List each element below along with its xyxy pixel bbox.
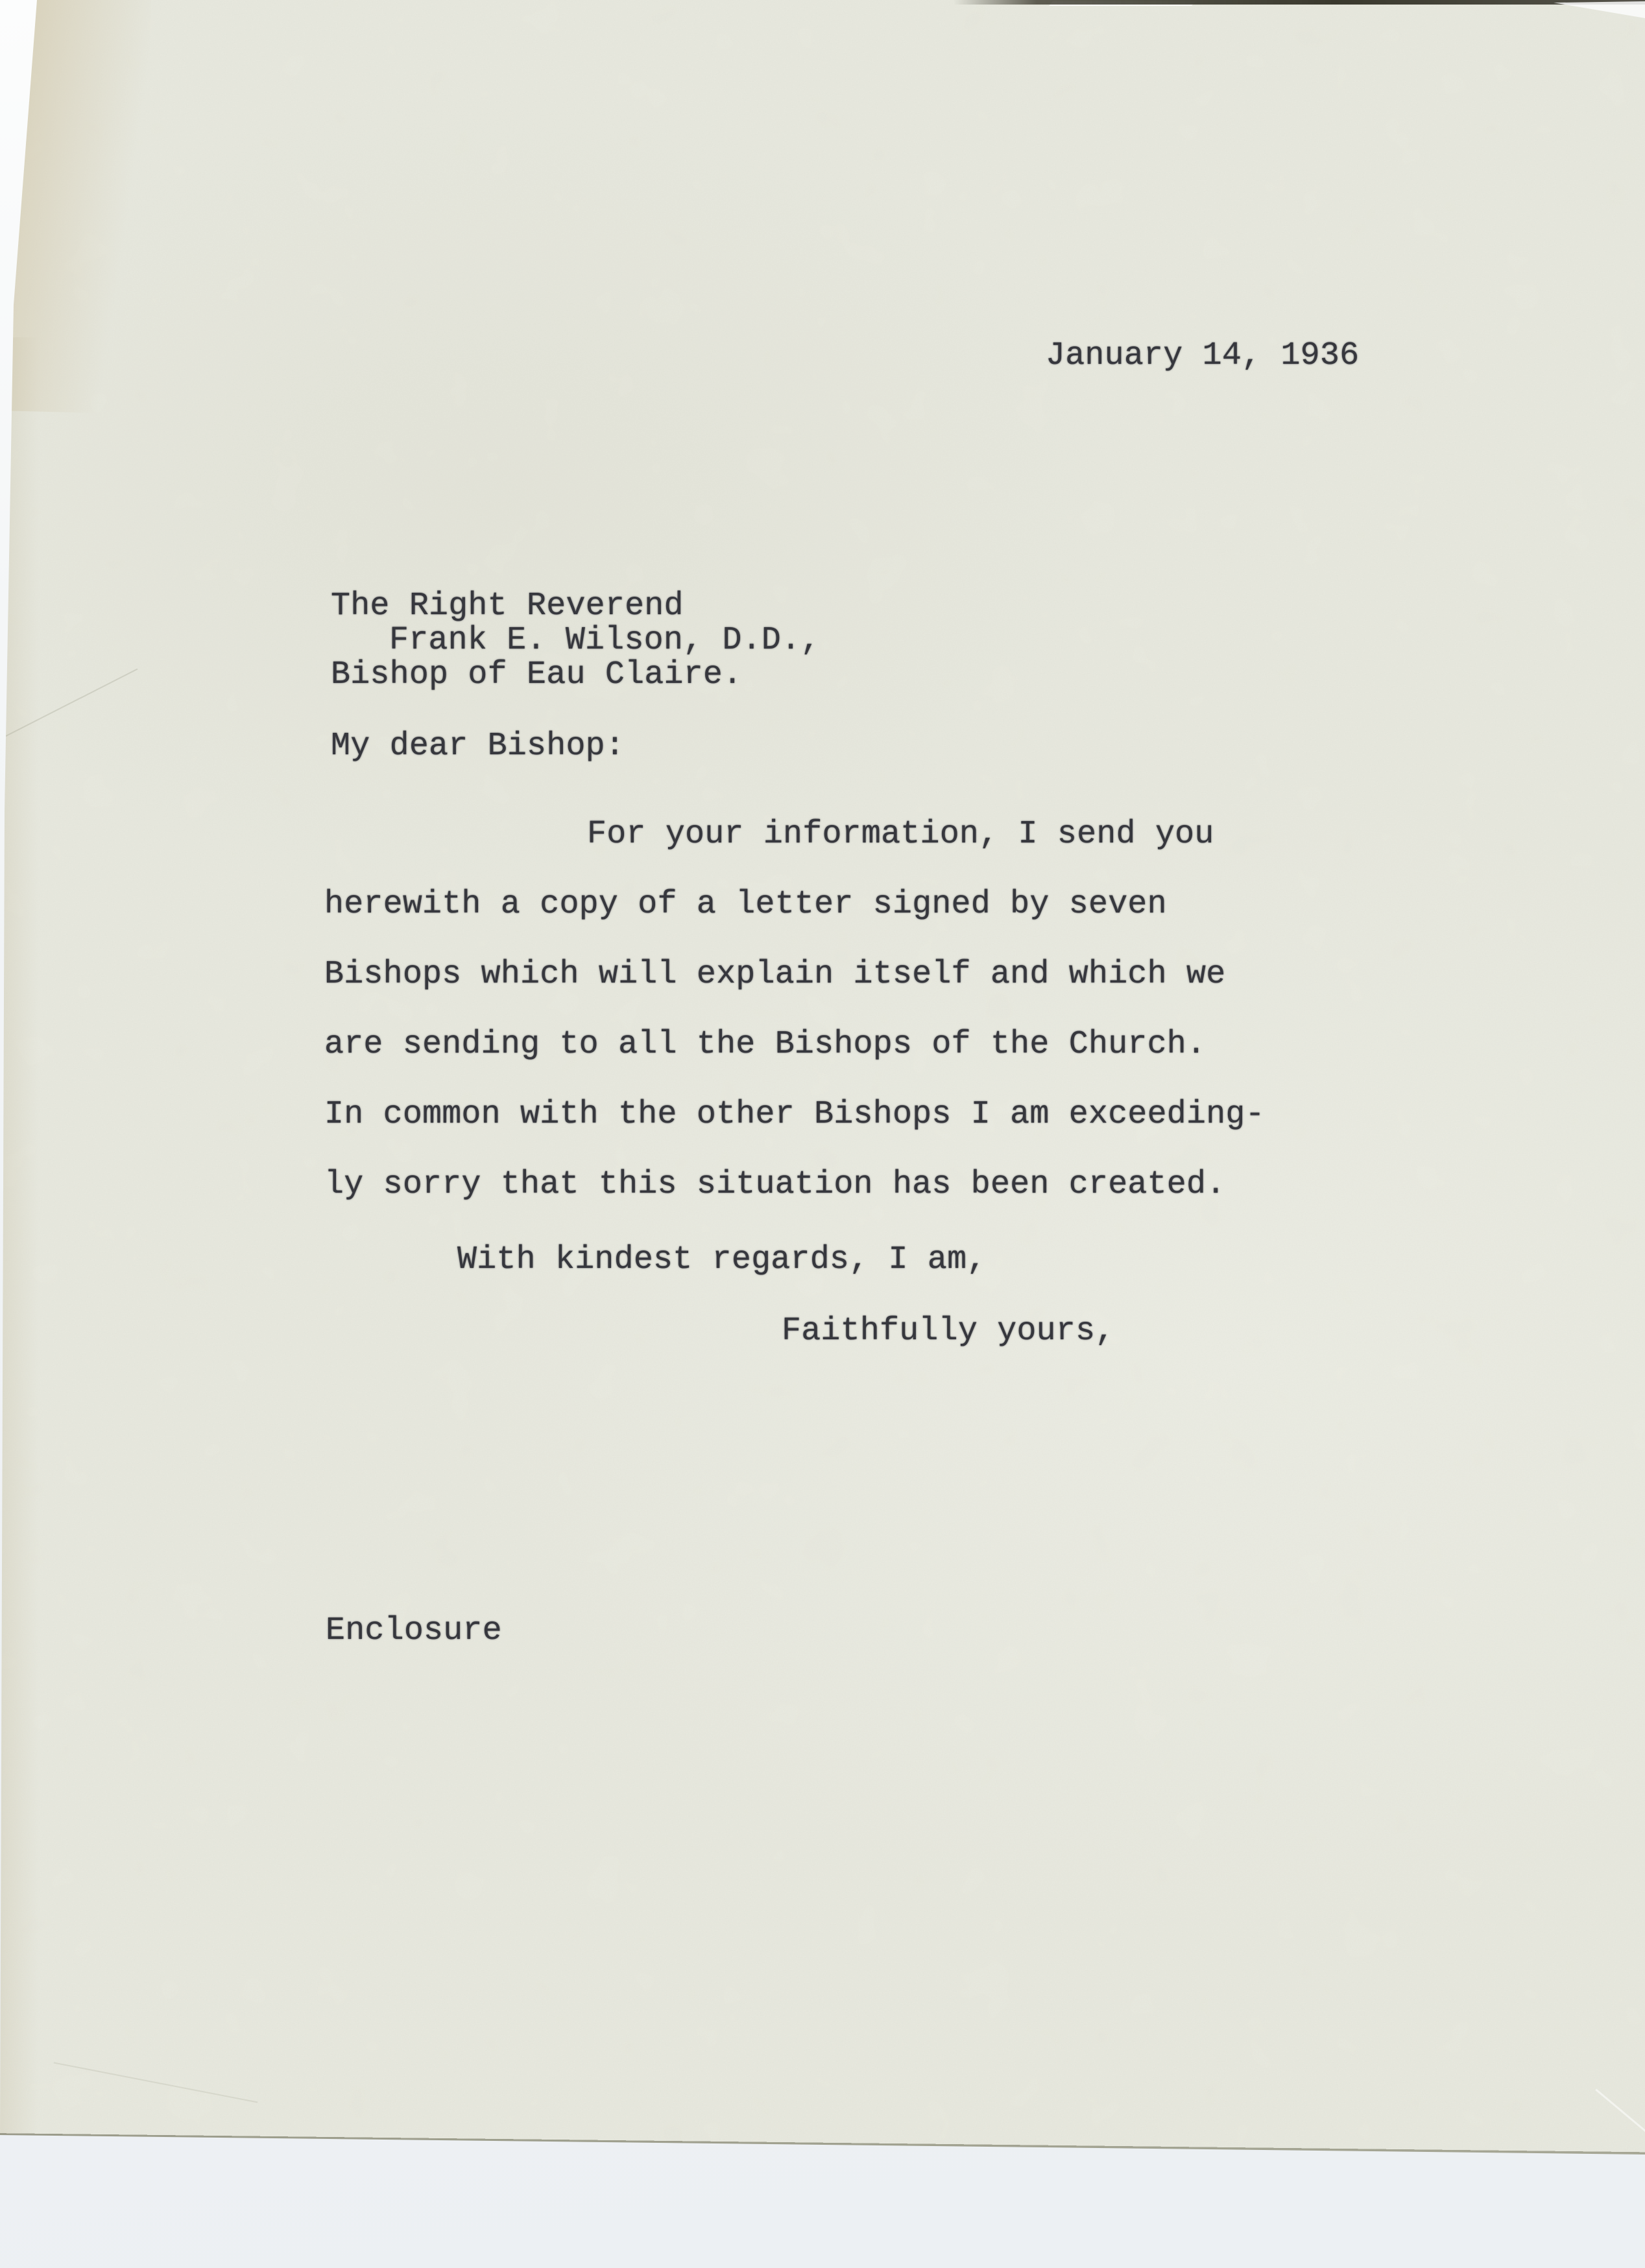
recipient-line: Frank E. Wilson, D.D.,: [389, 622, 821, 659]
body-line: For your information, I send you: [587, 816, 1214, 853]
enclosure-note: Enclosure: [326, 1612, 502, 1649]
recipient-line: Bishop of Eau Claire.: [331, 656, 743, 693]
body-line: ly sorry that this situation has been created.: [324, 1166, 1226, 1203]
date-line: January 14, 1936: [1046, 337, 1360, 374]
body-line: are sending to all the Bishops of the Church.: [324, 1026, 1207, 1063]
closing-line: With kindest regards, I am,: [457, 1241, 987, 1278]
body-line: herewith a copy of a letter signed by seven: [324, 886, 1167, 923]
salutation-line: My dear Bishop:: [331, 728, 625, 765]
body-line: In common with the other Bishops I am exceeding-: [324, 1096, 1265, 1133]
signoff-line: Faithfully yours,: [782, 1313, 1115, 1350]
recipient-line: The Right Reverend: [331, 588, 684, 625]
body-line: Bishops which will explain itself and which we: [324, 956, 1226, 993]
